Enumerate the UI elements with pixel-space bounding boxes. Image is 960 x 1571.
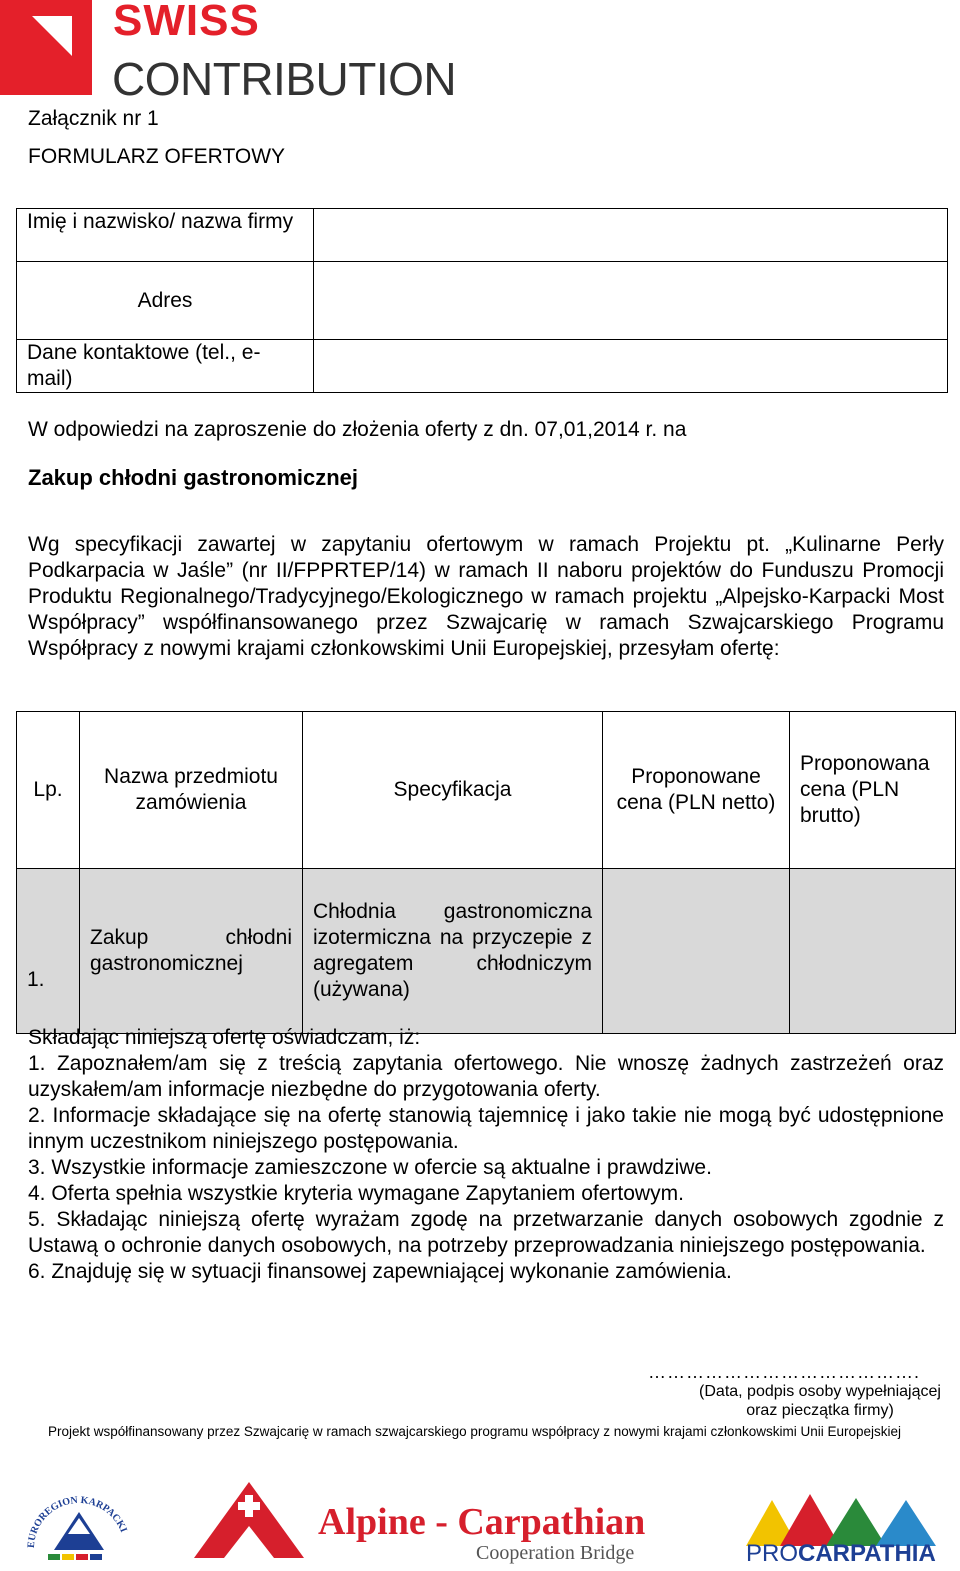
euroregion-logo [24, 1478, 134, 1566]
header-specification: Specyfikacja [303, 712, 603, 869]
declaration-item: 6. Znajduję się w sytuacji finansowej zapewniającej wykonanie zamówienia. [28, 1260, 732, 1283]
declaration-item: 5. Składając niniejszą ofertę wyrażam zgodę na przetwarzanie danych osobowych zgodnie z Ustawą o ochronie danych osobowych, na potrzeby przeprowadzania niniejszego postępowania. [28, 1208, 944, 1257]
procarpathia-logo-text [746, 1540, 936, 1568]
declaration-item: 4. Oferta spełnia wszystkie kryteria wymagane Zapytaniem ofertowym. [28, 1182, 684, 1205]
cofinancing-note: Projekt współfinansowany przez Szwajcarię w ramach szwajcarskiego programu współpracy z nowymi krajami członkowskimi Unii Europejskiej [48, 1424, 902, 1439]
alpine-emblem [194, 1478, 304, 1560]
procarpathia-pro: PRO [746, 1540, 799, 1567]
euroregion-logo-text: EUROREGION KARPACKI [25, 1494, 129, 1549]
items-header-row [17, 712, 956, 869]
row-net-price[interactable] [603, 869, 790, 1034]
declaration-item: 1. Zapoznałem/am się z treścią zapytania ofertowego. Nie wnoszę żadnych zastrzeżeń oraz uzyskałem/am informacje niezbędne do przygotowania oferty. [28, 1052, 944, 1101]
signature-caption: (Data, podpis osoby wypełniającej oraz pieczątka firmy) [699, 1383, 941, 1419]
procarpathia-carpathia: CARPATHIA [798, 1540, 936, 1567]
row-lp: 1. [17, 869, 80, 1034]
address-input-cell[interactable] [314, 262, 948, 340]
address-label-cell [17, 262, 314, 340]
declaration-item: 3. Wszystkie informacje zamieszczone w ofercie są aktualne i prawdziwe. [28, 1156, 712, 1179]
alpine-logo-text: Alpine - Carpathian [318, 1501, 646, 1543]
swiss-flag-arrow-icon [0, 0, 92, 95]
form-title: FORMULARZ OFERTOWY [28, 145, 286, 168]
declaration-block [28, 1025, 944, 1285]
address-label: Adres [137, 288, 193, 312]
row-item-name-cell [80, 869, 303, 1034]
procarpathia-triangles-icon [746, 1494, 942, 1546]
header-lp: Lp. [17, 712, 80, 869]
swiss-logo-square [0, 0, 92, 95]
declaration-intro: Składając niniejszą ofertę oświadczam, iż: [28, 1026, 421, 1049]
swiss-cross-mountain-icon [194, 1478, 304, 1560]
annex-label: Załącznik nr 1 [28, 107, 159, 130]
logo-swiss-text: SWISS [113, 0, 260, 45]
euroregion-emblem-icon [24, 1478, 134, 1566]
alpine-logo-subtext: Cooperation Bridge [476, 1542, 635, 1564]
row-gross-price[interactable] [790, 869, 956, 1034]
declaration-item: 2. Informacje składające się na ofertę stanowią tajemnicę i jako takie nie mogą być udostępnione innym uczestnikom niniejszego postępowania. [28, 1104, 944, 1153]
contact-input-cell[interactable] [314, 340, 948, 393]
header-net-price: Proponowane cena (PLN netto) [603, 712, 790, 869]
logo-contribution-text: CONTRIBUTION [112, 53, 457, 105]
row-item-name: Zakup chłodni gastronomicznej [90, 926, 292, 975]
table-row [17, 869, 956, 1034]
signature-line: ……………………………………. [648, 1362, 921, 1382]
row-spec-cell [303, 869, 603, 1034]
contact-label-cell [17, 340, 314, 393]
applicant-info-table [16, 208, 948, 393]
header-gross-price: Proponowana cena (PLN brutto) [790, 712, 956, 869]
response-line: W odpowiedzi na zaproszenie do złożenia oferty z dn. 07,01,2014 r. na [28, 418, 687, 441]
header-item-name: Nazwa przedmiotu zamówienia [80, 712, 303, 869]
subject-title: Zakup chłodni gastronomicznej [28, 465, 359, 490]
procarpathia-emblem [746, 1494, 942, 1546]
name-label: Imię i nazwisko/ nazwa firmy [27, 210, 294, 233]
spec-paragraph: Wg specyfikacji zawartej w zapytaniu ofertowym w ramach Projektu pt. „Kulinarne Perły Podkarpacia w Jaśle” (nr II/FPPRTEP/14) w ramach II naboru projektów do Funduszu Promocji Produktu Regionalnego/Tradycyjnego/Ekologicznego w ramach projektu „Alpejsko-Karpacki Most Współpracy” współfinansowanego przez Szwajcarię w ramach Szwajcarskiego Programu Współpracy z nowymi krajami członkowskimi Unii Europejskiej, przesyłam ofertę: [28, 533, 944, 660]
name-input-cell[interactable] [314, 209, 948, 262]
row-spec: Chłodnia gastronomiczna izotermiczna na przyczepie z agregatem chłodniczym (używana) [313, 900, 592, 1001]
contact-label: Dane kontaktowe (tel., e-mail) [27, 341, 261, 390]
items-table [16, 711, 956, 1034]
name-label-cell [17, 209, 314, 262]
